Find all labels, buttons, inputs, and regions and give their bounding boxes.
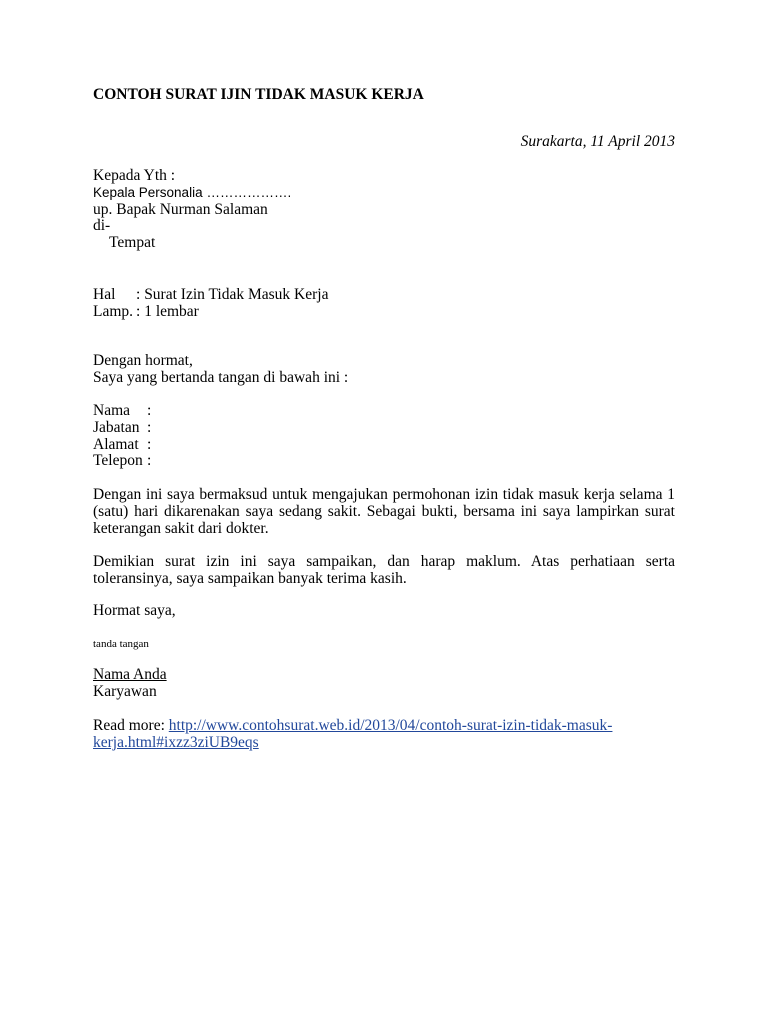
closing: Hormat saya,: [93, 602, 176, 619]
recipient-position: Kepala Personalia: [93, 184, 203, 200]
paragraph-line: keterangan sakit dari dokter.: [93, 519, 269, 537]
subject-label: Hal: [93, 286, 116, 303]
recipient-position-dots: ……………….: [206, 184, 292, 200]
paragraph-line: Dengan ini saya bermaksud untuk mengajukan permohonan izin tidak masuk kerja selama 1: [93, 486, 675, 503]
sender-name: Nama Anda: [93, 666, 167, 683]
paragraph-line: (satu) hari dikarenakan saya sedang sakit. Sebagai bukti, bersama ini saya lampirkan surat: [93, 502, 675, 520]
sender-name-line: [93, 667, 675, 684]
attachment-value: 1 lembar: [144, 302, 199, 320]
recipient-block: [93, 168, 675, 252]
paragraph-line: toleransinya, saya sampaikan banyak terima kasih.: [93, 569, 407, 587]
source-link[interactable]: [93, 717, 612, 751]
subject-block: [93, 287, 675, 321]
field-separator: :: [147, 402, 152, 419]
source-link-line-2[interactable]: kerja.html#ixzz3ziUB9eqs: [93, 733, 259, 751]
letter-title: CONTOH SURAT IJIN TIDAK MASUK KERJA: [93, 86, 424, 103]
body-paragraph-2: [93, 554, 675, 588]
greeting-block: [93, 353, 675, 387]
place-date: Surakarta, 11 April 2013: [520, 133, 675, 150]
field-separator: :: [147, 418, 152, 436]
recipient-salutation: Kepada Yth :: [93, 167, 176, 184]
subject-value: Surat Izin Tidak Masuk Kerja: [144, 286, 329, 303]
paragraph-line: Demikian surat izin ini saya sampaikan, dan harap maklum. Atas perhatiaan serta: [93, 553, 675, 570]
read-more-label: Read more:: [93, 717, 165, 734]
field-label: Telepon: [93, 452, 143, 470]
source-link-line-1[interactable]: http://www.contohsurat.web.id/2013/04/contoh-surat-izin-tidak-masuk-: [168, 717, 613, 734]
field-separator: :: [147, 435, 152, 453]
field-row-telepon: [93, 453, 675, 470]
field-label: Jabatan: [93, 418, 140, 436]
read-more: [93, 718, 675, 752]
field-row-nama: [93, 403, 675, 420]
subject-line: [93, 287, 675, 304]
greeting: Dengan hormat,: [93, 352, 193, 369]
subject-separator: :: [136, 286, 141, 303]
recipient-attention: up. Bapak Nurman Salaman: [93, 200, 268, 218]
identity-fields: [93, 403, 675, 470]
signature-placeholder: tanda tangan: [93, 638, 149, 650]
attachment-line: [93, 304, 675, 321]
recipient-place: Tempat: [109, 234, 156, 252]
attachment-separator: :: [136, 302, 141, 320]
field-label: Alamat: [93, 435, 139, 453]
field-row-jabatan: [93, 420, 675, 437]
sender-title: Karyawan: [93, 682, 157, 700]
field-row-alamat: [93, 437, 675, 454]
body-paragraph-1: [93, 487, 675, 537]
sender-block: [93, 667, 675, 701]
attachment-label: Lamp.: [93, 302, 134, 320]
field-separator: :: [147, 452, 152, 470]
intro-text: Saya yang bertanda tangan di bawah ini :: [93, 368, 349, 386]
recipient-prefix: di-: [93, 217, 111, 235]
recipient-position-line: [93, 185, 675, 202]
field-label: Nama: [93, 402, 131, 419]
